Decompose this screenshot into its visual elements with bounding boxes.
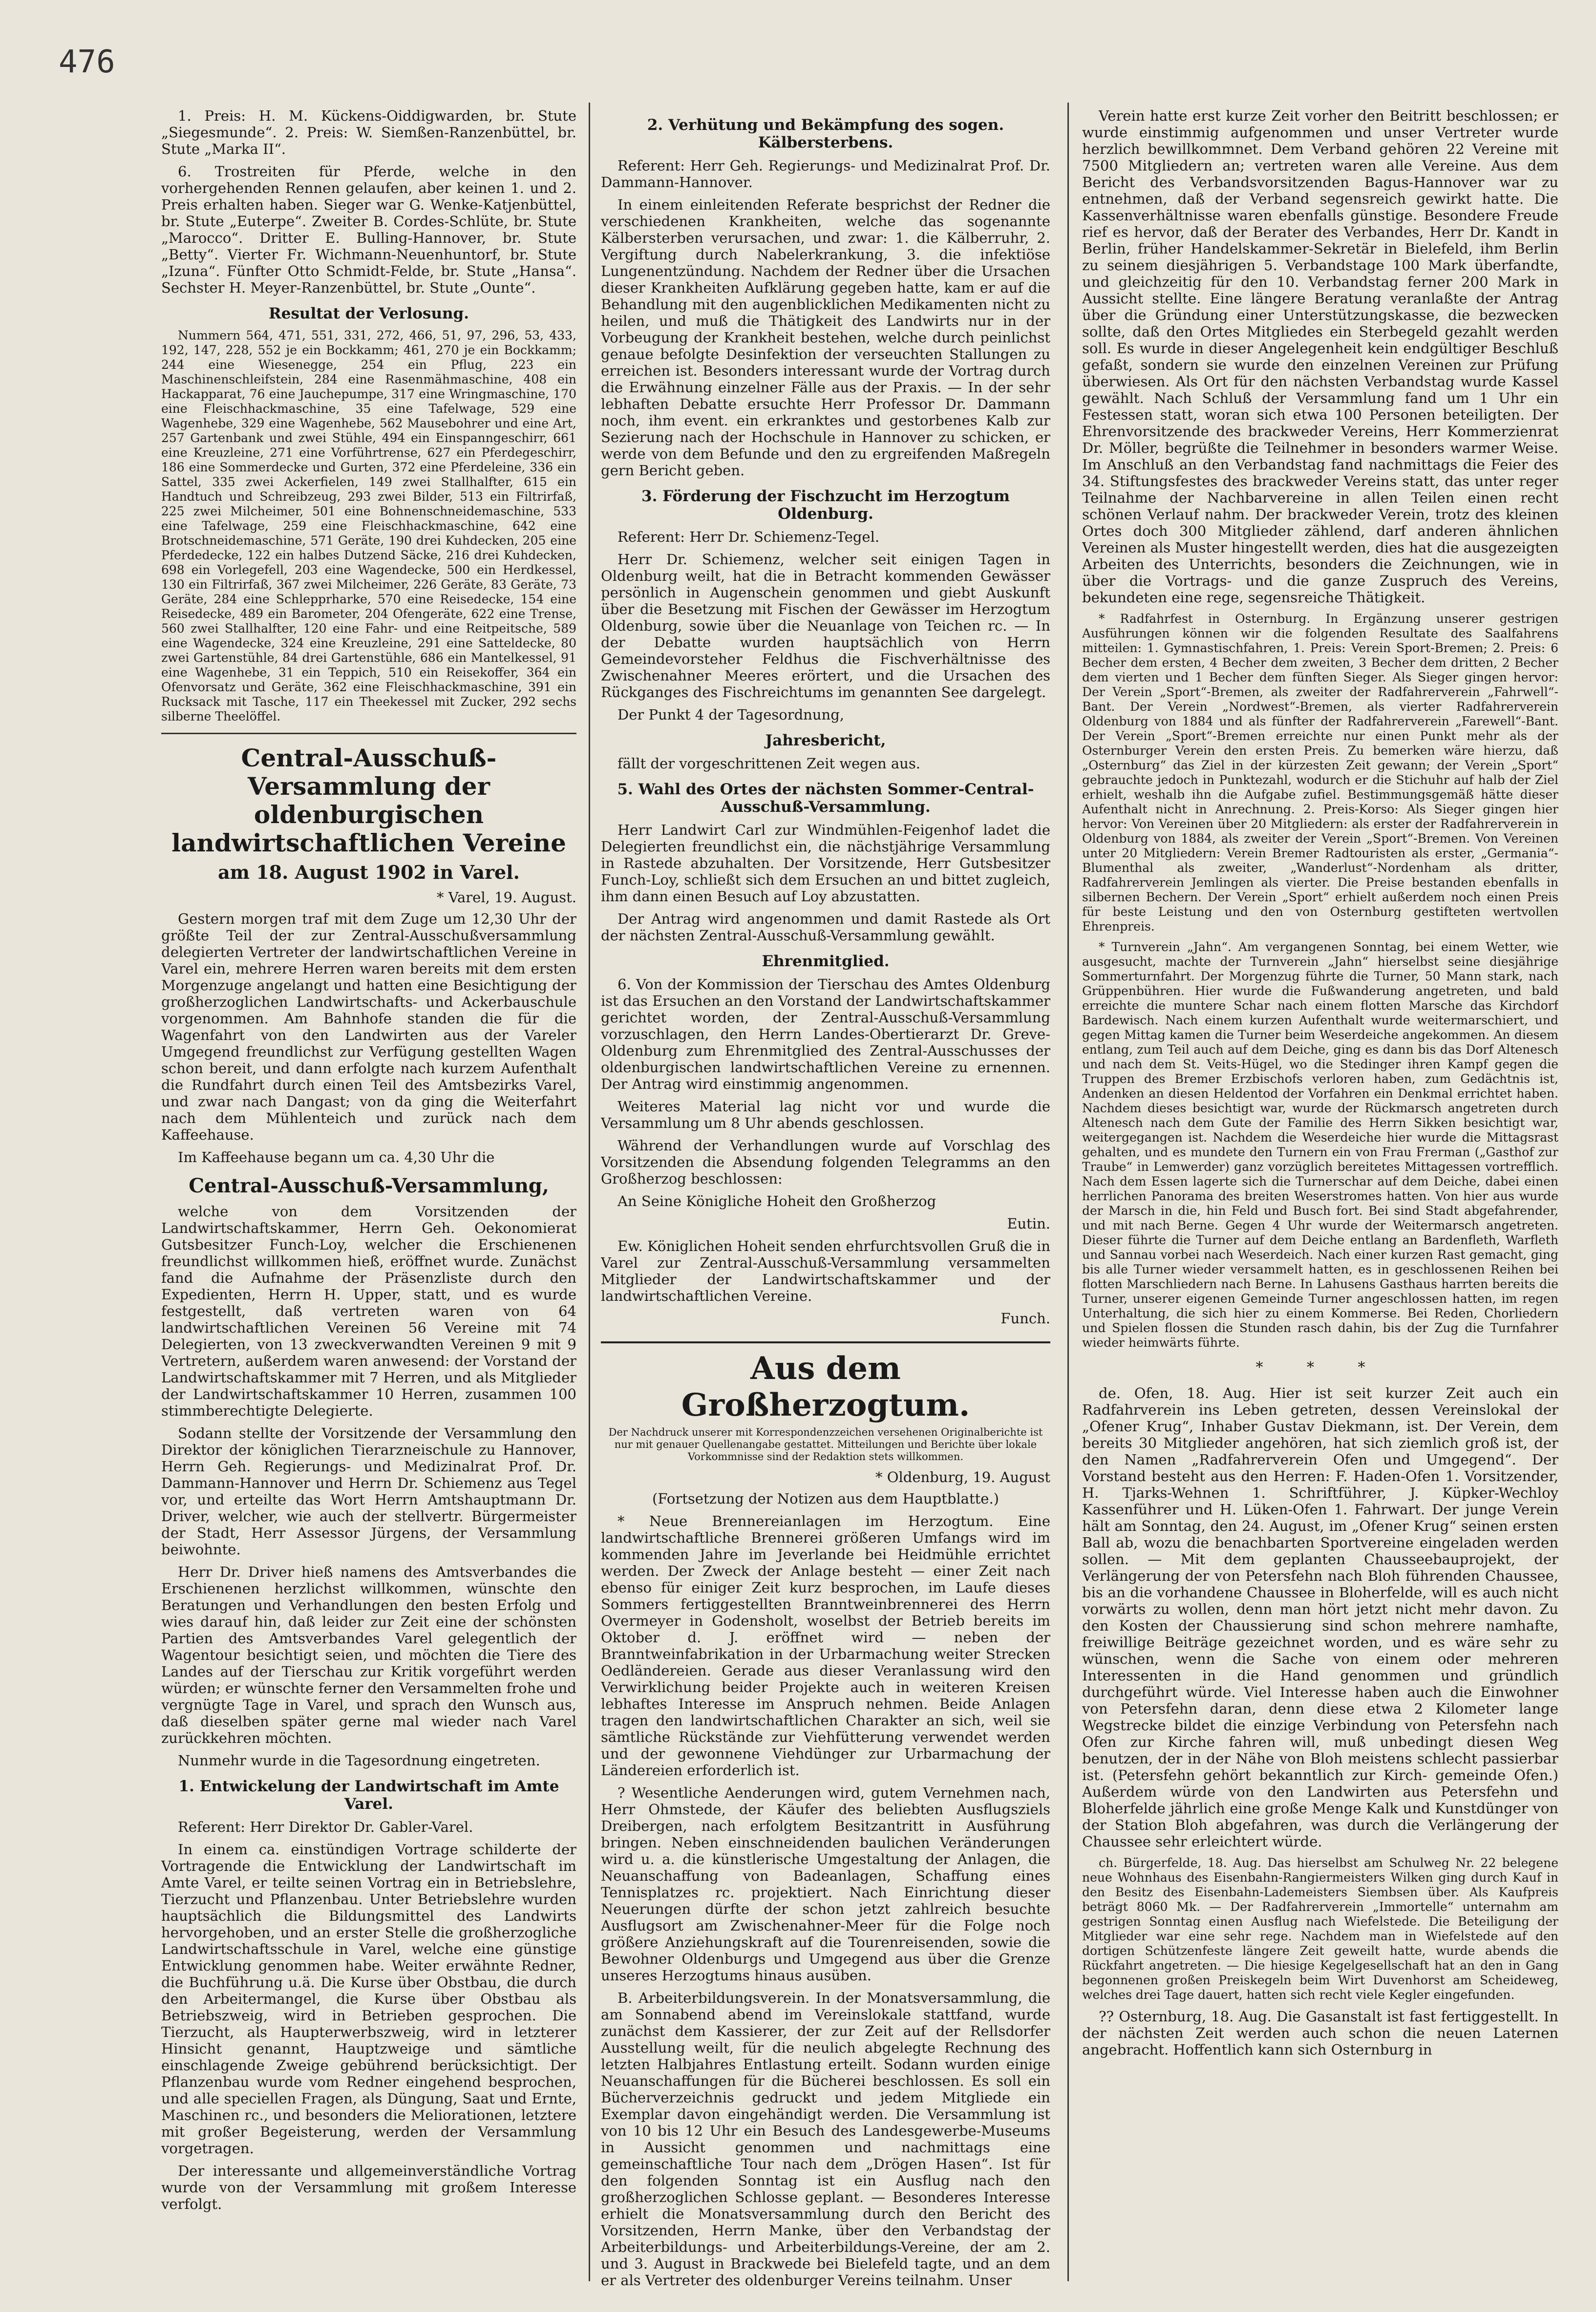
paragraph: Eutin. — [1007, 1215, 1050, 1232]
paragraph: * Neue Brennereianlagen im Herzogtum. Eine landwirtschaftliche Brennerei größeren Umfangs wird im kommenden Jahre im Jeverlande bei Heidmühle errichtet werden. Der Zweck der Anlage besteht — einer Zeit nach ebenso für einiger Zeit kurz besprochen, im Laufe dieses Sommers fertiggestellten Branntweinbrennerei des Herrn Overmeyer in Godensholt, woselbst der Betrieb bereits im Oktober d. J. eröffnet wird — neben der Branntweinfabrikation in der Urbarmachung weiter Strecken Oedländereien. Gerade aus dieser Veranlassung wird den Verwirklichung beider Projekte auch in weiteren Kreisen lebhaftes Interesse im Anspruch nehmen. Beide Anlagen tragen den landwirtschaftlichen Charakter an sich, weil sie sämtliche Rückstände zur Viehfütterung verwendet werden und der gewonnene Viehdünger zur Urbarmachung der Ländereien erforderlich ist. — [601, 1513, 1050, 1779]
column-rule — [1067, 103, 1069, 2281]
paragraph: Der interessante und allgemeinverständliche Vortrag wurde von der Versammlung mit großem Interesse verfolgt. — [161, 2163, 576, 2212]
section-heading: 2. Verhütung und Bekämpfung des sogen. Kälbersterbens. — [647, 116, 1004, 151]
section-heading: Resultat der Verlosung. — [268, 305, 469, 322]
paragraph: Herr Dr. Schiemenz, welcher seit einigen Tagen in Oldenburg weilt, hat die in Betracht kommenden Gewässer persönlich in Augenschein genommen und giebt Auskunft über die Besetzung mit Fischen der Gewässer im Herzogtum Oldenburg, sowie über die Neuanlage von Teichen rc. — In der Debatte wurden hauptsächlich von Herrn Gemeindevorsteher Feldhus die Fischverhältnisse des Zwischenahner Meeres erörtert, und die Ursachen des Rückganges des Fischreichtums im genannten See dargelegt. — [601, 551, 1050, 700]
paragraph: Herr Landwirt Carl zur Windmühlen-Feigenhof ladet die Delegierten freundlichst ein, die nächstjährige Versammlung in Rastede abzuhalten. Der Vorsitzende, Herr Gutsbesitzer Funch-Loy, schließt sich dem Ersuchen an und bittet zugleich, ihm dann einen Besuch auf Loy abzustatten. — [601, 822, 1050, 905]
paragraph: * Radfahrfest in Osternburg. In Ergänzung unserer gestrigen Ausführungen können wir die folgenden Resultate des Saalfahrens mitteilen: 1. Gymnastischfahren, 1. Preis: Verein Sport-Bremen; 2. Preis: 6 Becher dem ersten, 4 Becher dem zweiten, 3 Becher dem dritten, 2 Becher dem vierten und 1 Becher dem fünften Sieger. Als Sieger gingen hervor: Der Verein „Sport“-Bremen, als zweiter der Radfahrerverein „Fahrwell“-Bant. Der Verein „Nordwest“-Bremen, als vierter Radfahrerverein Oldenburg von 1884 und als fünfter der Radfahrerverein „Farewell“-Bant. Der Verein „Sport“-Bremen erreichte nur einen Punkt mehr als der Osternburger Verein den ersten Preis. Zu bemerken wäre hierzu, daß „Osternburg“ das Ziel in der kürzesten Zeit gewann; der Verein „Sport“ gebrauchte jedoch in Punktezahl, wodurch er die Stichuhr auf halb der Ziel erhielt, weshalb ihn die Aufgabe zufiel. Bestimmungsgemäß hätte dieser Aufenthalt nicht in Anrechnung. 2. Preis-Korso: Als Sieger gingen hier hervor: Von Vereinen über 20 Mitgliedern: als erster der Radfahrerverein in Oldenburg von 1884, als zweiter der Verein „Sport“-Bremen. Von Vereinen unter 20 Mitgliedern: Verein Bremer Radtouristen als erster, „Germania“-Blumenthal als zweiter, „Wanderlust“-Nordenham als dritter, Radfahrerverein Jemlingen als vierter. Die Preise bestanden ebenfalls in silbernen Bechern. Der Verein „Sport“ erhielt außerdem noch einen Preis für beste Leistung und den von Osternburg gestifteten wertvollen Ehrenpreis. — [1082, 612, 1558, 933]
section-heading: Ehrenmitglied. — [762, 953, 890, 970]
paragraph: Herr Dr. Driver hieß namens des Amtsverbandes die Erschienenen herzlichst willkommen, wünschte den Beratungen und Verhandlungen den besten Erfolg und wies darauf hin, daß leider zur Zeit eine der schönsten Partien des Amtsverbandes Varel gelegentlich der Wagentour besichtigt seien, und möchten die Tiere des Landes auf der Tierschau zur Kritik vorgeführt werden würden; er wünschte ferner den Versammelten frohe und vergnügte Tage in Varel, und sprach den Wunsch aus, daß dieselben später gerne mal wieder nach Varel zurückkehren möchten. — [161, 1564, 576, 1746]
article-title: Central-Ausschuß-Versammlung der oldenburgischen landwirtschaftlichen Vereine — [171, 743, 566, 857]
paragraph: Nummern 564, 471, 551, 331, 272, 466, 51, 97, 296, 53, 433, 192, 147, 228, 552 je ein Bockkamm; 461, 270 je ein Bockkamm; 244 eine Wiesenegge, 254 ein Pflug, 223 ein Maschinenschleifstein, 284 eine Rasenmähmaschine, 408 ein Hackapparat, 76 eine Jauchepumpe, 317 eine Wringmaschine, 170 eine Fleischhackmaschine, 35 eine Tafelwage, 529 eine Wagenhebe, 329 eine Wagenhebe, 562 Mausebohrer und eine Art, 257 Gartenbank und zwei Stühle, 494 ein Einspanngeschirr, 661 eine Kreuzleine, 271 eine Vorführtrense, 627 ein Pferdegeschirr, 186 eine Sommerdecke und Gurten, 372 eine Pferdeleine, 336 ein Sattel, 335 zwei Ackerfielen, 149 zwei Stallhalfter, 615 ein Handtuch und Schreibzeug, 293 zwei Bilder, 513 ein Filtrirfaß, 225 zwei Milcheimer, 501 eine Bohnenschneidemaschine, 533 eine Tafelwage, 259 eine Fleischhackmaschine, 642 eine Brotschneidemaschine, 571 Geräte, 190 drei Kuhdecken, 205 eine Pferdedecke, 122 ein halbes Dutzend Säcke, 216 drei Kuhdecken, 698 ein Vorlegefell, 203 eine Wagendecke, 500 ein Herdkessel, 130 ein Filtrirfaß, 367 zwei Milcheimer, 226 Geräte, 83 Geräte, 73 Geräte, 284 eine Schlepprharke, 570 eine Reisedecke, 154 eine Reisedecke, 489 ein Barometer, 204 Ofengeräte, 622 eine Trense, 560 zwei Stallhalfter, 120 eine Fahr- und eine Reitpeitsche, 589 eine Wagendecke, 324 eine Kreuzleine, 291 eine Satteldecke, 80 zwei Gartenstühle, 84 drei Gartenstühle, 686 ein Mantelkessel, 91 eine Wagenhebe, 31 ein Teppich, 510 ein Reisekoffer, 364 ein Ofenvorsatz und Geräte, 362 eine Fleischhackmaschine, 391 ein Rucksack mit Tasche, 117 ein Theekessel mit Zucker, 292 sechs silberne Theelöffel. — [161, 328, 576, 723]
stars-divider: * * * — [1256, 1359, 1385, 1376]
paragraph: In einem ca. einstündigen Vortrage schilderte der Vortragende die Entwicklung der Landwirtschaft im Amte Varel, er teilte seinen Vortrag ein in Betriebslehre, Tierzucht und Pflanzenbau. Unter Betriebslehre wurden hauptsächlich die Bildungsmittel des Landwirts hervorgehoben, und an erster Stelle die großherzogliche Landwirtschaftsschule in Varel, welche eine günstige Entwicklung genommen habe. Weiter erwähnte Redner, die Buchführung u.ä. Die Kurse über Obstbau, die durch den Arbeitermangel, die Kurse über Obstbau als Betriebszweig, wird in Betrieben gesprochen. Die Tierzucht, als Haupterwerbszweig, wird in letzterer Hinsicht genannt, Hauptzweige und sämtliche einschlagende Zweige gebührend berücksichtigt. Der Pflanzenbau wurde vom Redner eingehend besprochen, und alle speciellen Fragen, als Düngung, Saat und Ernte, Maschinen rc., und besonders die Meliorationen, letztere mit großer Begeisterung, werden der Versammlung vorgetragen. — [161, 1841, 576, 2157]
column-rule — [589, 103, 590, 2281]
paragraph: 1. Preis: H. M. Kückens-Oiddigwarden, br. Stute „Siegesmunde“. 2. Preis: W. Siemßen-Ranzenbüttel, br. Stute „Marka II“. — [161, 107, 576, 157]
paragraph: Während der Verhandlungen wurde auf Vorschlag des Vorsitzenden die Absendung folgenden Telegramms an den Großherzog beschlossen: — [601, 1137, 1050, 1187]
paragraph: Referent: Herr Geh. Regierungs- und Medizinalrat Prof. Dr. Dammann-Hannover. — [601, 157, 1050, 191]
paragraph: Im Kaffeehause begann um ca. 4,30 Uhr die — [178, 1149, 495, 1166]
paragraph: Gestern morgen traf mit dem Zuge um 12,30 Uhr der größte Teil der zur Zentral-Ausschußversammlung delegierten Vertreter der landwirtschaftlichen Vereine in Varel ein, mehrere Herren waren bereits mit dem ersten Morgenzuge angelangt und hatten eine Besichtigung der großherzoglichen Landwirtschafts- und Ackerbauschule vorgenommen. Am Bahnhofe standen die für die Wagenfahrt von den Landwirten aus der Vareler Umgegend freundlichst zur Verfügung gestellten Wagen schon bereit, und dann erfolgte nach kurzem Aufenthalt die Rundfahrt durch einen Teil des Amtsbezirks Varel, und zwar nach Dangast; von da ging die Weiterfahrt nach dem Mühlenteich und zurück nach dem Kaffeehause. — [161, 911, 576, 1143]
paragraph: 6. Trostreiten für Pferde, welche in den vorhergehenden Rennen gelaufen, aber keinen 1. und 2. Preis erhalten haben. Sieger war G. Wenke-Katjenbüttel, br. Stute „Euterpe“. Zweiter B. Cordes-Schlüte, br. Stute „Marocco“. Dritter E. Bulling-Hannover, br. Stute „Betty“. Vierter Fr. Wichmann-Neuenhuntorf, br. Stute „Izuna“. Fünfter Otto Schmidt-Felde, br. Stute „Hansa“. Sechster H. Meyer-Ranzenbüttel, br. Stute „Ounte“. — [161, 163, 576, 296]
paragraph: 6. Von der Kommission der Tierschau des Amtes Oldenburg ist das Ersuchen an den Vorstand der Landwirtschaftskammer gerichtet worden, der Zentral-Ausschuß-Versammlung vorzuschlagen, den Herrn Landes-Obertierarzt Dr. Greve-Oldenburg zum Ehrenmitglied des Zentral-Ausschusses der oldenburgischen landwirtschaftlichen Vereine zu ernennen. Der Antrag wird einstimmig angenommen. — [601, 976, 1050, 1092]
paragraph: Sodann stellte der Vorsitzende der Versammlung den Direktor der königlichen Tierarzneischule zu Hannover, Herrn Geh. Regierungs- und Medizinalrat Prof. Dr. Dammann-Hannover und Herrn Dr. Schiemenz aus Tegel vor, und erteilte das Wort Herrn Amtshauptmann Dr. Driver, welcher, wie auch der stellvertr. Bürgermeister der Stadt, Herr Assessor Jürgens, der Versammlung beiwohnte. — [161, 1425, 576, 1558]
section-heading: 5. Wahl des Ortes der nächsten Sommer-Central-Ausschuß-Versammlung. — [617, 781, 1034, 816]
paragraph: Ew. Königlichen Hoheit senden ehrfurchtsvollen Gruß die in Varel zur Zentral-Ausschuß-Versammlung versammelten Mitglieder der Landwirtschaftskammer und der landwirtschaftlichen Vereine. — [601, 1238, 1050, 1304]
signature-text: Funch. — [1000, 1310, 1050, 1327]
paragraph: ch. Bürgerfelde, 18. Aug. Das hierselbst am Schulweg Nr. 22 belegene neue Wohnhaus des Eisenbahn-Rangiermeisters Wilken ging durch Kauf in den Besitz des Eisenbahn-Lademeisters Siembsen über. Als Kaufpreis beträgt 8060 Mk. — Der Radfahrerverein „Immortelle“ unternahm am gestrigen Sonntag einen Ausflug nach Wiefelstede. Die Beteiligung der Mitglieder war eine sehr rege. Nachdem man in Wiefelstede auf den dortigen Schützenfeste längere Zeit geweilt hatte, wurde abends die Rückfahrt angetreten. — Die hiesige Kegelgesellschaft hat an den in Gang begonnenen großen Preiskegeln beim Wirt Duvenhorst am Scheideweg, welches drei Tage dauert, hatten sich recht viele Kegler eingefunden. — [1082, 1856, 1558, 2002]
separator — [161, 733, 576, 734]
column-3 — [1082, 107, 1558, 2064]
column-2 — [601, 107, 1050, 2294]
section-heading: 3. Förderung der Fischzucht im Herzogtum Oldenburg. — [641, 488, 1010, 523]
section-banner: Aus dem Großherzogtum. — [601, 1341, 1050, 1423]
paragraph: * Turnverein „Jahn“. Am vergangenen Sonntag, bei einem Wetter, wie ausgesucht, machte der Turnverein „Jahn“ hierselbst seine diesjährige Sommerturnfahrt. Der Morgenzug führte die Turner, 50 Mann stark, nach Grüppenbühren. Hier wurde die Fußwanderung angetreten, und bald erreichte die muntere Schar nach einem flotten Marsche das Kirchdorf Bardewisch. Nach einem kurzen Aufenthalt wurde weitermarschiert, und gegen Mittag kamen die Turner beim Weserdeiche angekommen. An diesem entlang, zum Teil auch auf dem Deiche, ging es dann bis das Dorf Altenesch und nach dem St. Veits-Hügel, wo die Stedinger ihren Kampf gegen die Truppen des Bremer Erzbischofs verloren haben, zum Gedächtnis ist, Andenken an diesen Heldentod der Vorfahren ein Denkmal errichtet haben. Nachdem dieses besichtigt war, wurde der Rückmarsch angetreten durch Altenesch nach dem Gute der Familie des Herrn Sikken besichtigt war, weitergegangen ist. Nachdem die Weserdeiche hier wurde die Mittagsrast gehalten, und es mundete den Turnern ein von Frau Frerman („Gasthof zur Traube“ in Lemwerder) ganz vorzüglich bereitetes Mittagessen vortrefflich. Nach dem Essen lagerte sich die Turnerschar auf dem Deiche, dabei einen herrlichen Panorama des breiten Weserstromes hatten. Von hier aus wurde der Marsch in die, hin Feld und Busch fort. Bei sind Stadt abgefahrender, und mit nach Berne. Gegen 4 Uhr wurde der Weitermarsch angetreten. Dieser führte die Turner auf dem Deiche entlang an Bardenfleth, Warfleth und Sannau vorbei nach Weserdeich. Nach einer kurzen Rast gemacht, ging bis alle Turner wieder versammelt hatten, es in geschlossenen Reihen bei flotten Marschliedern nach Berne. In Lahusens Gasthaus harrten bereits die Turner, unserer eigenen Gemeinde Turner angeschlossen hatten, im regen Unterhaltung, die sich hier zu einem Kommerse. Bei Reden, Chorliedern und Spielen flossen die Stunden rasch dahin, bis der Zug die Turnfahrer wieder heimwärts führte. — [1082, 940, 1558, 1350]
paragraph: Verein hatte erst kurze Zeit vorher den Beitritt beschlossen; er wurde einstimmig aufgenommen und unser Vertreter wurde herzlich bewillkommnet. Dem Verband gehören 22 Vereine mit 7500 Mitgliedern an; vertreten waren alle Vereine. Aus dem Bericht des Verbandsvorsitzenden Bagus-Hannover war zu entnehmen, daß der Verband segensreich gewirkt hatte. Die Kassenverhältnisse waren ebenfalls günstige. Besondere Freude rief es hervor, daß der Berater des Verbandes, Herr Dr. Kandt in Berlin, früher Handelskammer-Sekretär in Bielefeld, ihm Berlin zu seinem diesjährigen 5. Verbandstage 100 Mark überfandte, und gleichzeitig für den 10. Verbandstag ferner 200 Mark in Aussicht stellte. Eine längere Beratung veranlaßte der Antrag über die Gründung einer Unterstützungskasse, die bezwecken sollte, daß den Ortes Mitgliedes ein Sterbegeld gezahlt werden soll. Es wurde in dieser Angelegenheit kein endgültiger Beschluß gefaßt, sondern sie wurde den einzelnen Vereinen zur Prüfung überwiesen. Als Ort für den nächsten Verbandstag wurde Kassel gewählt. Nach Schluß der Versammlung fand um 1 Uhr ein Festessen statt, woran sich etwa 100 Personen beteiligten. Der Ehrenvorsitzende des brackweder Vereins, Herr Kommerzienrat Dr. Möller, begrüßte die Teilnehmer in besonders warmer Weise. Im Anschluß an den Verbandstag fand nachmittags die Feier des 34. Stiftungsfestes des brackweder Vereins statt, das unter reger Teilnahme der Nachbarvereine in allen Teilen einen recht schönen Verlauf nahm. Der brackweder Verein, trotz des kleinen Ortes doch 300 Mitglieder zählend, darf anderen ähnlichen Vereinen als Muster hingestellt werden, dies hat die ausgezeigten Arbeiten des Unterrichts, besonders die Zeichnungen, wie in über die Vortrags- und die ganze Zuspruch des Vereins, bekundeten eine rege, segensreiche Thätigkeit. — [1082, 107, 1558, 606]
section-heading: Central-Ausschuß-Versammlung, — [189, 1174, 549, 1197]
section-heading: 1. Entwickelung der Landwirtschaft im Amte Varel. — [178, 1778, 559, 1813]
paragraph: ? Wesentliche Aenderungen wird, gutem Vernehmen nach, Herr Ohmstede, der Käufer des beliebten Ausflugsziels Dreibergen, nach erfolgtem Besitzantritt in Ausführung bringen. Neben einschneidenden baulichen Veränderungen wird u. a. die künstlerische Umgestaltung der Anlagen, die Neuanschaffung von Badeanlagen, Schaffung eines Tennisplatzes rc. projektiert. Nach Einrichtung dieser Neuerungen dürfte der schon jetzt zahlreich besuchte Ausflugsort am Zwischenahner-Meer für die Folge noch größere Anziehungskraft auf die Tourenreisenden, sowie die Bewohner Oldenburgs und Umgegend aus über die Grenze unseres Herzogtums hinaus ausüben. — [601, 1784, 1050, 1984]
paragraph: Der Antrag wird angenommen und damit Rastede als Ort der nächsten Zentral-Ausschuß-Versammlung gewählt. — [601, 911, 1050, 944]
reprint-note: Der Nachdruck unserer mit Korrespondenzzeichen versehenen Originalberichte ist nur mit genauer Quellenangabe gestattet. Mitteilungen und Berichte über lokale Vorkommnisse sind der Redaktion stets willkommen. — [608, 1426, 1043, 1463]
article-subtitle: am 18. August 1902 in Varel. — [218, 861, 520, 883]
paragraph: Referent: Herr Direktor Dr. Gabler-Varel. — [178, 1819, 473, 1835]
dateline: * Varel, 19. August. — [437, 889, 576, 906]
paragraph: Weiteres Material lag nicht vor und wurde die Versammlung um 8 Uhr abends geschlossen. — [601, 1098, 1050, 1131]
paragraph: In einem einleitenden Referate besprichst der Redner die verschiedenen Krankheiten, welche das sogenannte Kälbersterben verursachen, und zwar: 1. die Kälberruhr, 2. Vergiftung durch Nabelerkrankung, 3. die infektiöse Lungenentzündung. Nachdem der Redner über die Ursachen dieser Krankheiten Aufklärung gegeben hatte, kam er auf die Behandlung mit den augenblicklichen Medikamenten nicht zu heilen, und muß die Thätigkeit des Landwirts nur in der Vorbeugung der Krankheit bestehen, welche durch peinlichst genaue befolgte Desinfektion der verseuchten Stallungen zu erreichen ist. Besonders interessant wurde der Vortrag durch die Erwähnung einzelner Fälle aus der Praxis. — In der sehr lebhaften Debatte ersuchte Herr Professor Dr. Dammann noch, ihm event. ein erkranktes und gestorbenes Kalb zur Sezierung nach der Hochschule in Hannover zu schicken, er werde von dem Befunde und den zu ergreifenden Maßregeln gern Bericht geben. — [601, 196, 1050, 479]
paragraph: Referent: Herr Dr. Schiemenz-Tegel. — [617, 529, 880, 545]
dateline: * Oldenburg, 19. August — [875, 1469, 1050, 1485]
paragraph: Nunmehr wurde in die Tagesordnung eingetreten. — [178, 1752, 540, 1769]
paragraph: de. Ofen, 18. Aug. Hier ist seit kurzer Zeit auch ein Radfahrverein ins Leben getreten, dessen Vereinslokal der „Ofener Krug“, Inhaber Gustav Diekmann, ist. Der Verein, dem bereits 30 Mitglieder angehören, hat sich ziemlich groß ist, der den Namen „Radfahrerverein Ofen und Umgegend“. Der Vorstand besteht aus den Herren: F. Haden-Ofen 1. Vorsitzender, H. Tjarks-Wehnen 1. Schriftführer, J. Küpker-Wechloy Kassenführer und H. Lüken-Ofen 1. Fahrwart. Der junge Verein hält am Sonntag, den 24. August, im „Ofener Krug“ seinen ersten Ball ab, wozu die benachbarten Sportvereine eingeladen werden sollen. — Mit dem geplanten Chausseebauprojekt, der Verlängerung der von Petersfehn nach Bloh führenden Chaussee, bis an die vorhandene Chaussee in Bloherfelde, will es auch nicht vorwärts zu wollen, denn man hört jetzt nicht mehr davon. Zu den Kosten der Chaussierung sind schon mehrere namhafte, freiwillige Beiträge gezeichnet worden, und es wäre sehr zu wünschen, wenn die Sache von einem oder mehreren Interessenten in die Hand genommen und gründlich durchgeführt würde. Viel Interesse haben auch die Einwohner von Petersfehn daran, denn diese etwa 2 Kilometer lange Wegstrecke bildet die einzige Verbindung von Petersfehn nach Ofen zur Kirche fahren will, muß unbedingt diesen Weg benutzen, der in der Nähe von Bloh meistens schlecht passierbar ist. (Petersfehn gehört bekanntlich zur Kirch- gemeinde Ofen.) Außerdem würde von den Landwirten aus Petersfehn und Bloherfelde jährlich eine große Menge Kalk und Kunstdünger von der Station Bloh abgefahren, was durch die Verlängerung der Chaussee sehr erleichtert würde. — [1082, 1385, 1558, 1850]
paragraph: Der Punkt 4 der Tagesordnung, — [617, 706, 844, 723]
page-number: 476 — [59, 44, 115, 80]
paragraph: fällt der vorgeschrittenen Zeit wegen aus. — [617, 755, 920, 772]
paragraph: An Seine Königliche Hoheit den Großherzog — [617, 1193, 936, 1209]
paragraph: welche von dem Vorsitzenden der Landwirtschaftskammer, Herrn Geh. Oekonomierat Gutsbesitzer Funch-Loy, welcher die Erschienenen freundlichst willkommen hieß, eröffnet wurde. Zunächst fand die Aufnahme der Präsenzliste durch den Expedienten, Herrn H. Upper, statt, und es wurde festgestellt, daß vertreten waren von 64 landwirtschaftlichen Vereinen 56 Vereine mit 74 Delegierten, von 13 zweckverwandten Vereinen 9 mit 9 Vertretern, außerdem waren anwesend: der Vorstand der Landwirtschaftskammer mit 7 Herren, und als Mitglieder der Landwirtschaftskammer 10 Herren, zusammen 100 stimmberechtigte Delegierte. — [161, 1203, 576, 1419]
paragraph: ?? Osternburg, 18. Aug. Die Gasanstalt ist fast fertiggestellt. In der nächsten Zeit werden auch schon die neuen Laternen angebracht. Hoffentlich kann sich Osternburg in — [1082, 2008, 1558, 2058]
paragraph: B. Arbeiterbildungsverein. In der Monatsversammlung, die am Sonnabend abend im Vereinslokale stattfand, wurde zunächst dem Kassierer, der zur Zeit auf der Rellsdorfer Ausstellung weilt, für die neulich abgelegte Rechnung des letzten Halbjahres Entlastung erteilt. Sodann wurden einige Neuanschaffungen für die Bücherei beschlossen. Es soll ein Bücherverzeichnis gedruckt und jedem Mitgliede ein Exemplar davon eingehändigt werden. Die Versammlung ist von 10 bis 12 Uhr ein Besuch des Landesgewerbe-Museums in Aussicht genommen und nachmittags eine gemeinschaftliche Tour nach dem „Drögen Hasen“. Ist für den folgenden Sonntag ist ein Ausflug nach den großherzoglichen Schlosse geplant. — Besonderes Interesse erhielt die Monatsversammlung durch den Bericht des Vorsitzenden, Herrn Manke, über den Verbandstag der Arbeiterbildungs- und Arbeiterbildungs-Vereine, der am 2. und 3. August in Brackwede bei Bielefeld tagte, und an dem er als Vertreter des oldenburger Vereins teilnahm. Unser — [601, 1990, 1050, 2289]
continuation-note: (Fortsetzung der Notizen aus dem Hauptblatte.) — [652, 1490, 999, 1507]
section-heading: Jahresbericht, — [765, 732, 886, 749]
column-1 — [161, 107, 576, 2218]
